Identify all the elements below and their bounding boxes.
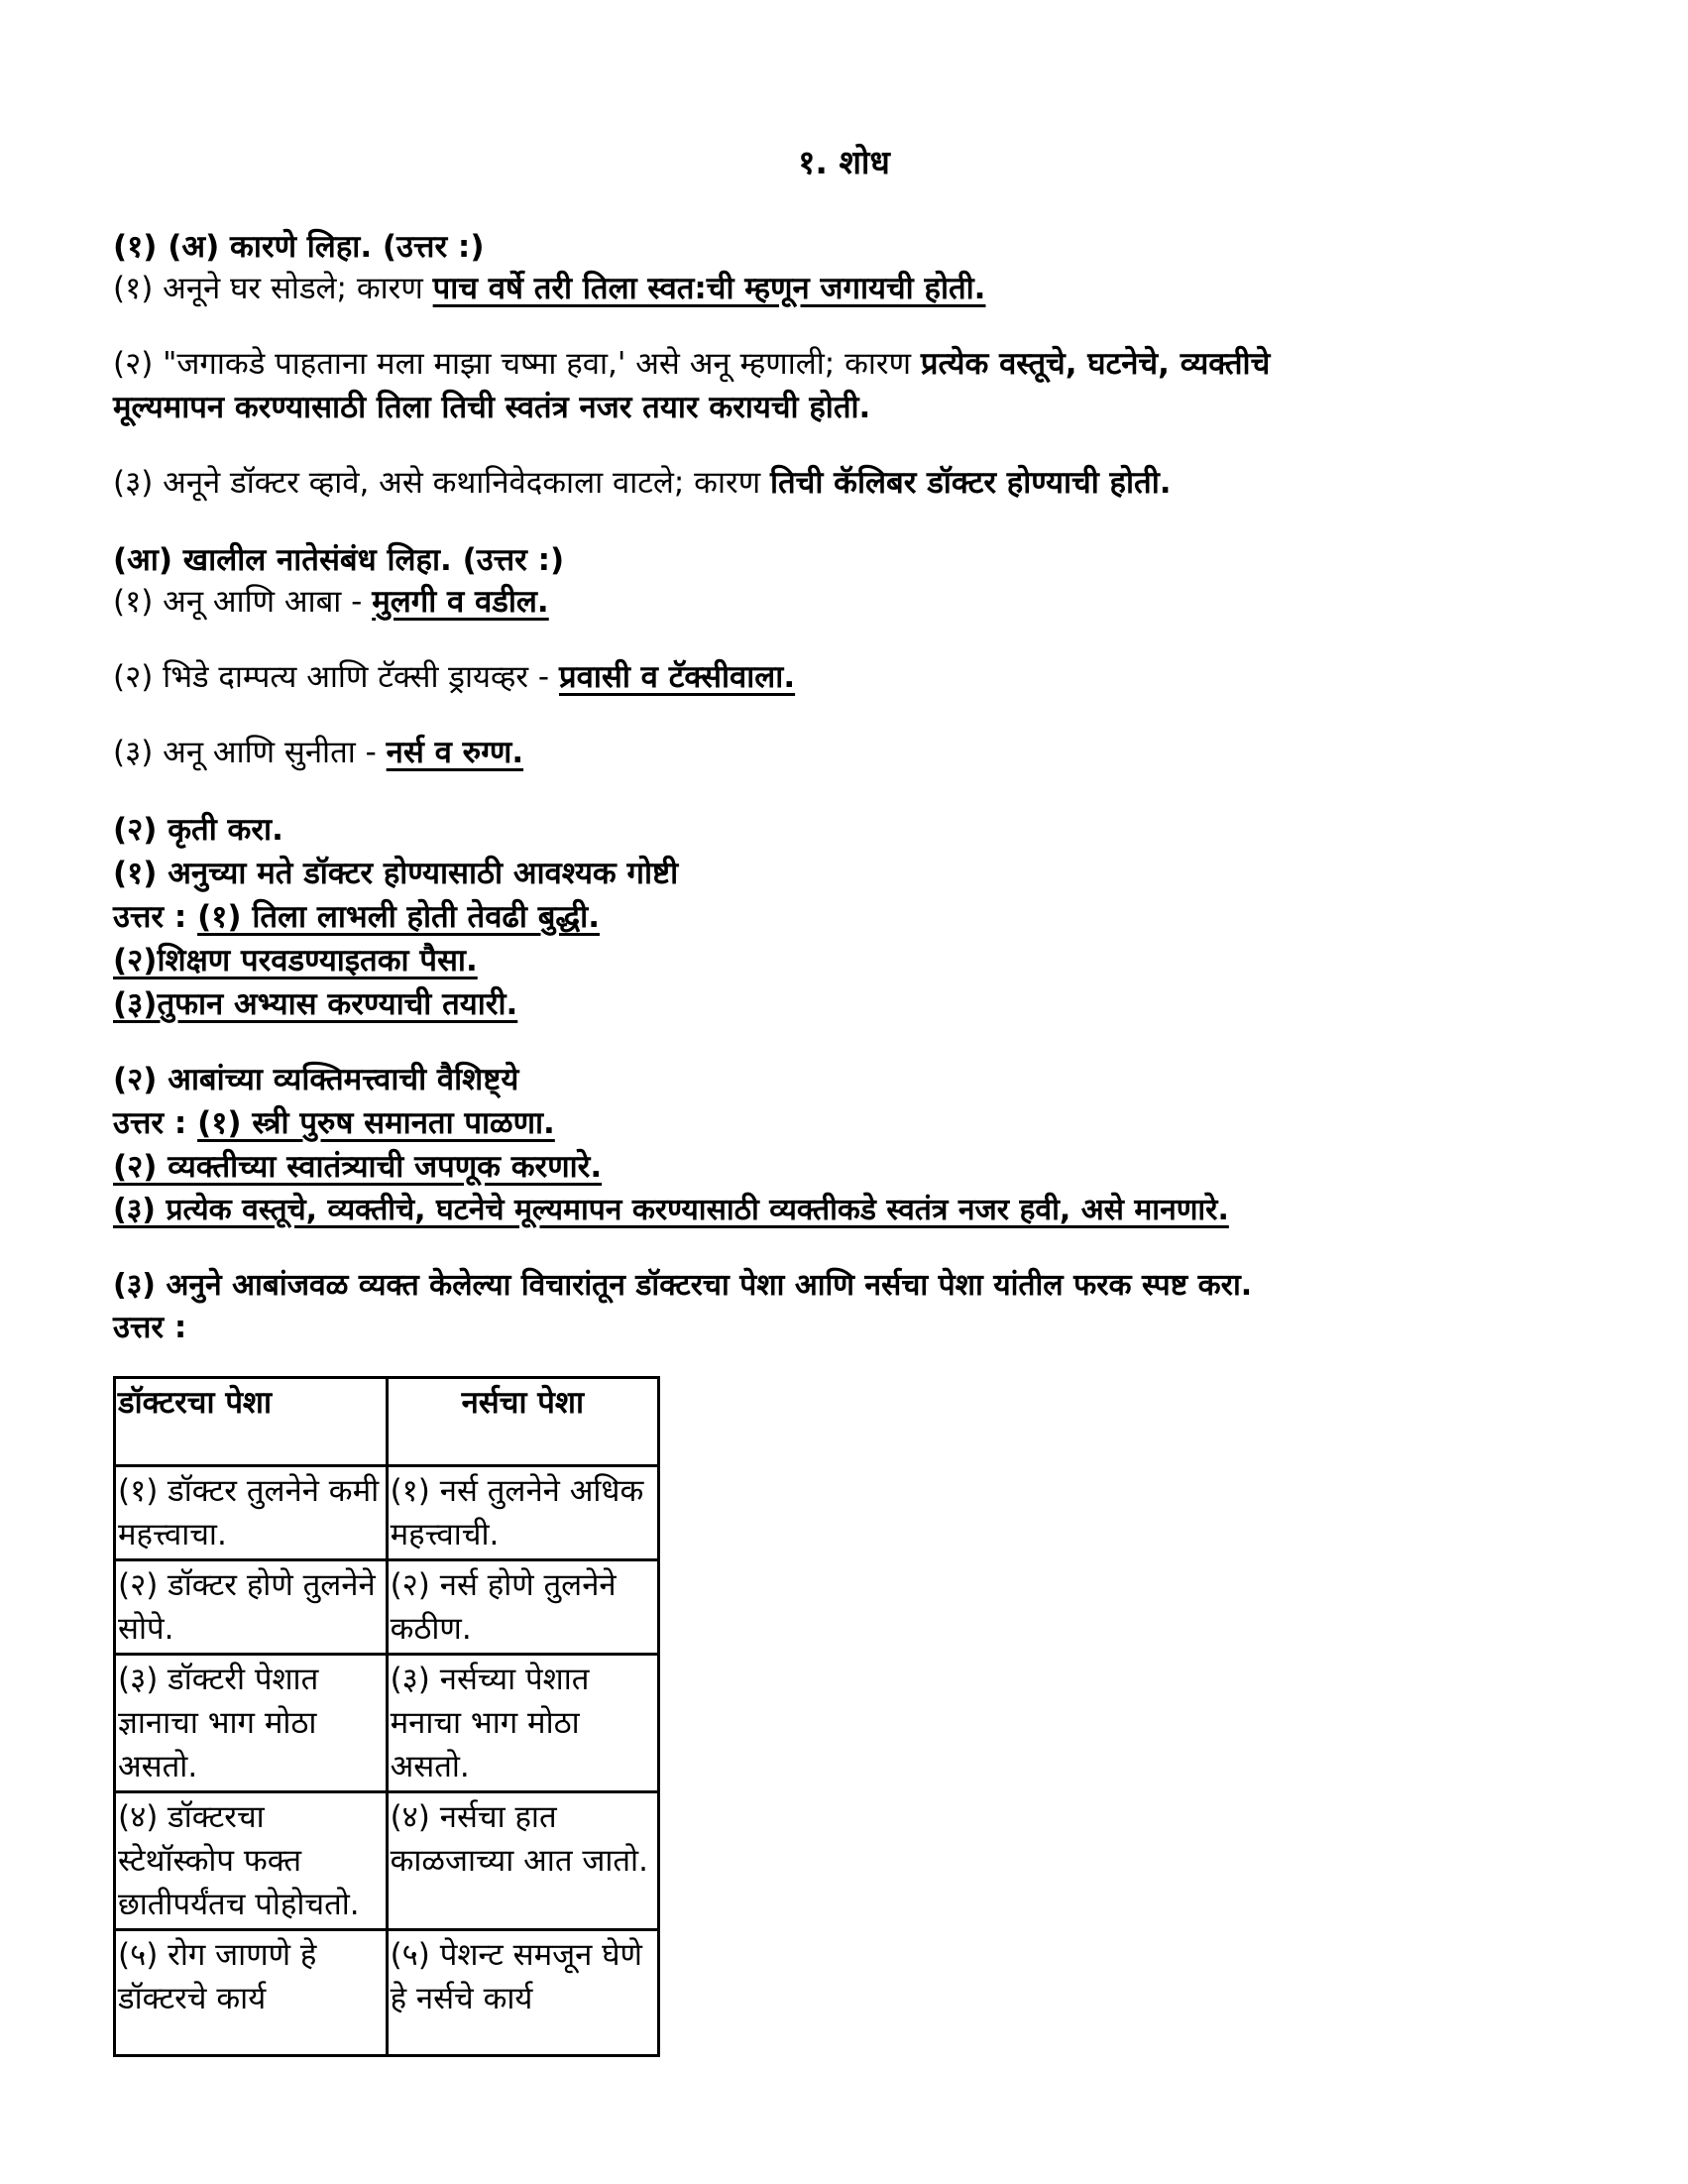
table-cell: (२) डॉक्टर होणे तुलनेने सोपे. [115,1560,388,1655]
table-row [115,1792,659,1930]
table-cell: (३) नर्सच्या पेशात मनाचा भाग मोठा असतो. [387,1655,658,1792]
comparison-table [113,1376,660,2057]
q1b-item-3 [113,732,523,773]
table-header-nurse: नर्सचा पेशा [387,1378,658,1466]
q1a-item-3-prefix: (३) अनूने डॉक्टर व्हावे, असे कथानिवेदकाला वाटले; कारण [113,465,770,501]
q2-sub1-heading: (१) अनुच्या मते डॉक्टर होण्यासाठी आवश्यक गोष्टी [113,856,679,891]
q1a-item-1-answer: पाच वर्षे तरी तिला स्वत:ची म्हणून जगायची होती. [432,271,986,306]
q1b-item-3-prefix: (३) अनू आणि सुनीता - [113,735,387,770]
q1a-item-2 [113,343,1270,385]
table-header-doctor: डॉक्टरचा पेशा [115,1378,388,1466]
table-cell: (१) डॉक्टर तुलनेने कमी महत्त्वाचा. [115,1466,388,1560]
q1a-item-3 [113,462,1172,504]
table-cell: (५) पेशन्ट समजून घेणे हे नर्सचे कार्य [387,1930,658,2056]
q2-sub2-answer-3: (३) प्रत्येक वस्तूचे, व्यक्तीचे, घटनेचे मूल्यमापन करण्यासाठी व्यक्तीकडे स्वतंत्र नजर हवी, असे मानणारे. [113,1193,1229,1227]
q1b-item-1-answer: मुलगी व वडील. [372,584,549,620]
q1b-item-1-prefix: (१) अनू आणि आबा - [113,584,373,620]
table-row [115,1560,659,1655]
q1a-item-2-prefix: (२) "जगाकडे पाहताना मला माझा चष्मा हवा,' असे अनू म्हणाली; कारण [113,346,921,382]
q1b-item-2-answer: प्रवासी व टॅक्सीवाला. [558,659,796,695]
table-cell: (२) नर्स होणे तुलनेने कठीण. [387,1560,658,1655]
q1a-item-1-prefix: (१) अनूने घर सोडले; कारण [113,271,433,306]
table-cell: (४) नर्सचा हात काळजाच्या आत जातो. [387,1792,658,1930]
q2-sub2-answer-label: उत्तर : [113,1105,198,1141]
q2-heading: (२) कृती करा. [113,812,283,848]
q2-sub2-heading: (२) आबांच्या व्यक्तिमत्त्वाची वैशिष्ट्ये [113,1062,519,1097]
q2-sub1-answer-1-text: (१) तिला लाभली होती तेवढी बुद्धी. [197,899,600,935]
q1b-item-2-prefix: (२) भिडे दाम्पत्य आणि टॅक्सी ड्रायव्हर - [113,659,559,695]
q1a-item-1 [113,268,985,309]
q1b-item-3-answer: नर्स व रुग्ण. [386,735,524,770]
table-cell: (५) रोग जाणणे हे डॉक्टरचे कार्य [115,1930,388,2056]
q2-sub1-answer-label: उत्तर : [113,899,198,935]
q1b-heading: (आ) खालील नातेसंबंध लिहा. (उत्तर :) [113,542,565,578]
table-cell: (३) डॉक्टरी पेशात ज्ञानाचा भाग मोठा असतो. [115,1655,388,1792]
q2-sub1-answer-1 [113,896,600,938]
q1a-item-3-answer: तिची कॅलिबर डॉक्टर होण्याची होती. [769,465,1172,501]
table-header-row [115,1378,659,1466]
q1a-item-2-answer-line1: प्रत्येक वस्तूचे, घटनेचे, व्यक्तीचे [920,346,1271,382]
q3-answer-label: उत्तर : [113,1310,187,1345]
q2-sub1-answer-3: (३)तुफान अभ्यास करण्याची तयारी. [113,986,518,1022]
page-title: १. शोध [798,143,890,181]
table-row [115,1655,659,1792]
table-row [115,1930,659,2056]
q3-heading: (३) अनुने आबांजवळ व्यक्त केलेल्या विचारांतून डॉक्टरचा पेशा आणि नर्सचा पेशा यांतील फरक स्पष्ट करा. [113,1268,1253,1303]
table-cell: (१) नर्स तुलनेने अधिक महत्त्वाची. [387,1466,658,1560]
q2-sub1-answer-2: (२)शिक्षण परवडण्याइतका पैसा. [113,943,478,978]
q2-sub2-answer-2: (२) व्यक्तीच्या स्वातंत्र्याची जपणूक करणारे. [113,1149,603,1185]
q1b-item-2 [113,656,795,698]
q1a-item-2-answer-line2: मूल्यमापन करण्यासाठी तिला तिची स्वतंत्र नजर तयार करायची होती. [113,390,871,425]
q1b-item-1 [113,581,549,623]
table-row [115,1466,659,1560]
q2-sub2-answer-1-text: (१) स्त्री पुरुष समानता पाळणा. [197,1105,555,1141]
q2-sub2-answer-1 [113,1102,555,1144]
table-cell: (४) डॉक्टरचा स्टेथॉस्कोप फक्त छातीपर्यंतच पोहोचतो. [115,1792,388,1930]
q1a-heading: (१) (अ) कारणे लिहा. (उत्तर :) [113,229,485,265]
